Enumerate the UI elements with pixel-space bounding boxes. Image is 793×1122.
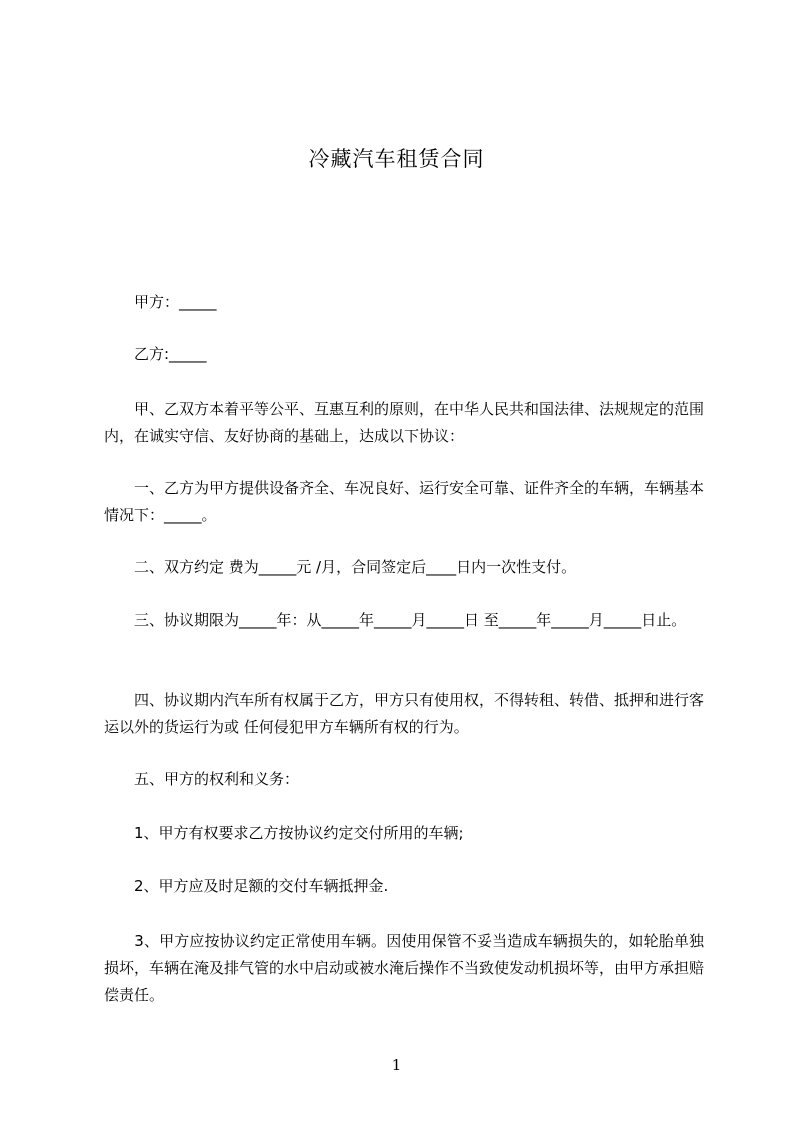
clause-3-paragraph: 三、协议期限为_____年：从_____年_____月_____日 至_____年_____月_____日止。 [104, 611, 687, 629]
clause-5-heading: 五、甲方的权利和义务： [104, 770, 300, 788]
clause-4-paragraph: 四、协议期内汽车所有权属于乙方，甲方只有使用权，不得转租、转借、抵押和进行客运以外的货运行为或 任何侵犯甲方车辆所有权的行为。 [104, 691, 705, 736]
preamble-paragraph: 甲、乙双方本着平等公平、互惠互利的原则，在中华人民共和国法律、法规规定的范围内，在诚实守信、友好协商的基础上，达成以下协议： [104, 400, 705, 445]
page-number: 1 [391, 1056, 402, 1074]
clause-5-item-3: 3、甲方应按协议约定正常使用车辆。因使用保管不妥当造成车辆损失的，如轮胎单独损坏，车辆在淹及排气管的水中启动或被水淹后操作不当致使发动机损坏等，由甲方承担赔偿责任。 [104, 932, 705, 1004]
clause-2-paragraph: 二、双方约定 费为_____元 /月，合同签定后____日内一次性支付。 [104, 558, 577, 576]
clause-5-item-1: 1、甲方有权要求乙方按协议约定交付所用的车辆; [104, 824, 464, 842]
party-b-line: 乙方:_____ [104, 345, 207, 363]
clause-5-item-2: 2、甲方应及时足额的交付车辆抵押金. [104, 877, 389, 895]
document-title: 冷藏汽车租赁合同 [308, 147, 485, 171]
party-a-line: 甲方：_____ [104, 293, 217, 311]
clause-1-paragraph: 一、乙方为甲方提供设备齐全、车况良好、运行安全可靠、证件齐全的车辆，车辆基本情况下：_____。 [104, 479, 705, 524]
